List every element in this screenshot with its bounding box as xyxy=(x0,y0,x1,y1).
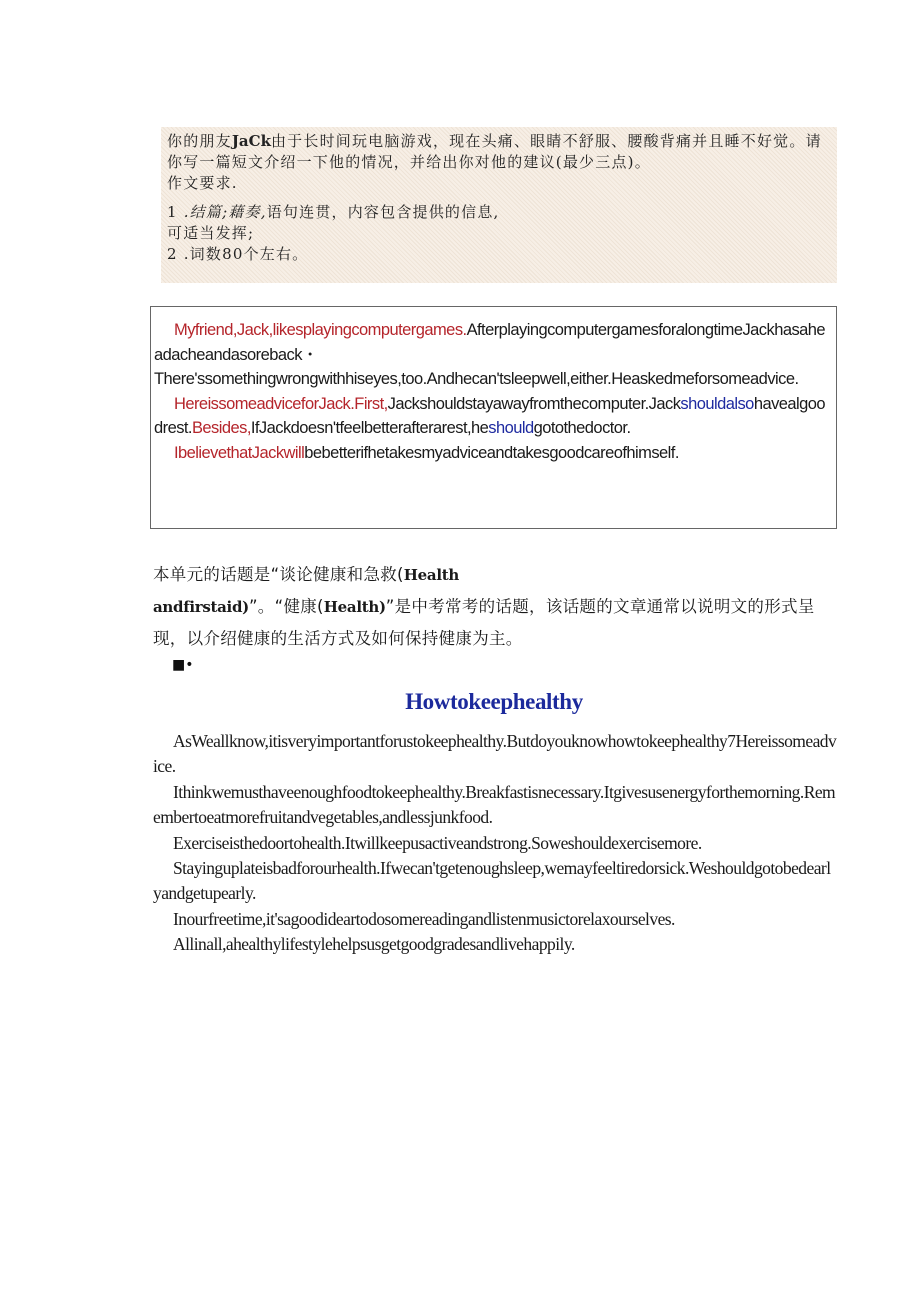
essay-paragraph-1: Myfriend,Jack,likesplayingcomputergames.AfterplayingcomputergamesforalongtimeJackhasaheadacheandasoreback・ xyxy=(154,321,826,364)
prompt-text: 你的朋友JaCk由于长时间玩电脑游戏，现在头痛、眼睛不舒服、腰酸背痛并且睡不好觉。请你写一篇短文介绍一下他的情况，并给出你对他的建议(最少三点)。 xyxy=(167,132,822,171)
sample-essay-body xyxy=(153,729,838,958)
model-essay-box xyxy=(150,306,837,529)
essay-paragraph-3: HereissomeadviceforJack.First,Jackshouldstayawayfromthecomputer.Jackshouldalsohavealgoodrest.Besides,IfJackdoesn'tfeelbetterafterarest,heshouldgotothedoctor. xyxy=(154,394,826,438)
friend-name: JaCk xyxy=(231,132,271,150)
prompt-requirements-heading: 作文要求. xyxy=(167,174,238,192)
sample-paragraph: Exerciseisthedoortohealth.Itwillkeepusactiveandstrong.Soweshouldexercisemore. xyxy=(173,832,702,853)
sample-paragraph: Allinall,ahealthylifestylehelpsusgetgoodgradesandlivehappily. xyxy=(173,934,575,955)
requirement-1: 1 .结篇;藉奏,语句连贯，内容包含提供的信息, xyxy=(167,203,500,221)
sample-paragraph: Stayinguplateisbadforourhealth.Ifwecan'tgetenoughsleep,wemayfeeltiredorsick.Weshouldgotobedearlyandgetupearly. xyxy=(153,858,831,904)
unit-topic-intro: 本单元的话题是“谈论健康和急救(Health andfirstaid)”。“健康(Health)”是中考常考的话题，该话题的文章通常以说明文的形式呈现，以介绍健康的生活方式及如何保持健康为主。 xyxy=(153,565,815,648)
essay-paragraph-2: There'ssomethingwrongwithhiseyes,too.Andhecan'tsleepwell,either.Heaskedmeforsomeadvice. xyxy=(154,370,799,389)
sample-essay-title: Howtokeephealthy xyxy=(405,689,583,714)
requirement-1-cont: 可适当发挥; xyxy=(167,224,255,242)
sample-paragraph: Ithinkwemusthaveenoughfoodtokeephealthy.Breakfastisnecessary.Itgivesusenergyforthemorning.Remembertoeatmorefruitandvegetables,andlessjunkfood. xyxy=(153,781,836,828)
bullet-marker: ■• xyxy=(172,657,194,673)
requirement-2: 2 .词数80个左右。 xyxy=(167,245,309,263)
writing-prompt-box xyxy=(161,127,837,283)
essay-paragraph-4: IbelievethatJackwillbebetterifhetakesmyadviceandtakesgoodcareofhimself. xyxy=(174,443,679,462)
sample-paragraph: Inourfreetime,it'sagoodideartodosomereadingandlistenmusictorelaxourselves. xyxy=(173,908,675,929)
sample-paragraph: AsWeallknow,itisveryimportantforustokeephealthy.Butdoyouknowhowtokeephealthy7Hereissomeadvice. xyxy=(153,731,837,777)
